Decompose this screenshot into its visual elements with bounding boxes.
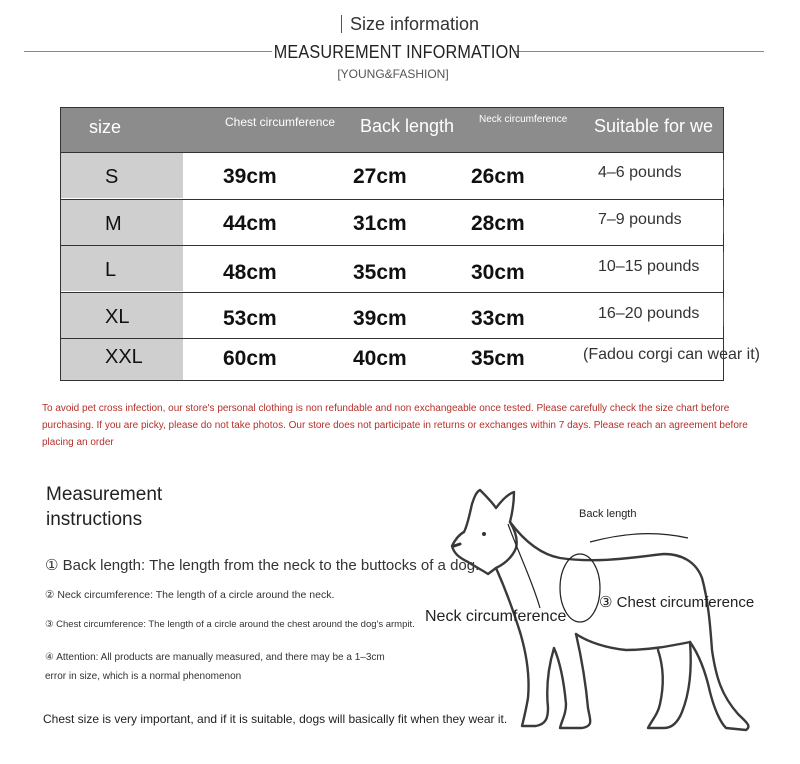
back-value: 35cm	[353, 261, 407, 284]
size-information-title	[0, 14, 800, 35]
chest-value: 53cm	[223, 307, 277, 330]
dog-nose	[454, 544, 460, 546]
size-label: S	[105, 166, 119, 188]
chest-value: 60cm	[223, 347, 277, 370]
size-cell	[61, 153, 183, 198]
header-size: size	[89, 117, 122, 137]
back-value: 40cm	[353, 347, 407, 370]
size-information-text: Size information	[349, 14, 480, 34]
neck-circumference-label: Neck circumference	[425, 608, 567, 625]
brand-subtitle: [YOUNG&FASHION]	[337, 67, 449, 81]
size-table	[60, 107, 760, 381]
table-edge-mark	[723, 252, 724, 280]
size-label: L	[105, 259, 117, 281]
dog-body-outline	[510, 522, 748, 730]
neck-value: 30cm	[471, 261, 525, 284]
closing-note: Chest size is very important, and if it is suitable, dogs will basically fit when they wear it.	[43, 712, 508, 726]
table-row	[61, 152, 723, 198]
chest-value: 48cm	[223, 261, 277, 284]
weight-value: 16–20 pounds	[598, 305, 700, 322]
instruction-attention-cont: error in size, which is a normal phenomenon	[45, 671, 242, 682]
measurement-information-heading: MEASUREMENT INFORMATION	[273, 42, 521, 62]
table-row	[61, 199, 723, 245]
return-policy-notice: To avoid pet cross infection, our store's personal clothing is non refundable and non exchangeable once tested. Please carefully check the size chart before purchasing. If you are picky, please do not take photos. Our store does not participate in returns or exchanges within 7 days. Please reach an agreement before placing an order	[42, 403, 748, 448]
instruction-chest: ③ Chest circumference: The length of a circle around the chest around the dog's armpit.	[45, 619, 415, 630]
table-edge-mark	[723, 160, 724, 188]
neck-value: 35cm	[471, 347, 525, 370]
dog-front-leg-outline	[520, 632, 590, 728]
size-label: M	[105, 213, 122, 235]
weight-value: 4–6 pounds	[598, 164, 682, 181]
table-header-row	[61, 108, 723, 152]
chest-value: 44cm	[223, 212, 277, 235]
back-value: 27cm	[353, 165, 407, 188]
table-row	[61, 292, 723, 338]
header-suitable-weight: Suitable for we	[594, 116, 714, 136]
table-row	[61, 245, 723, 291]
header-back: Back length	[360, 116, 455, 136]
header-chest: Chest circumference	[225, 115, 336, 129]
table-row	[61, 338, 760, 380]
weight-value: (Fadou corgi can wear it)	[583, 346, 760, 363]
weight-value: 7–9 pounds	[598, 211, 682, 228]
size-label: XL	[105, 306, 130, 328]
table-edge-mark	[723, 298, 724, 326]
dog-head-outline	[452, 490, 517, 574]
instruction-back-length: ① Back length: The length from the neck to the buttocks of a dog.	[45, 557, 480, 574]
size-cell	[61, 200, 183, 245]
back-value: 39cm	[353, 307, 407, 330]
back-length-label: Back length	[579, 508, 637, 520]
neck-value: 33cm	[471, 307, 525, 330]
dog-eye	[482, 532, 486, 536]
size-cell	[61, 293, 183, 338]
table-edge-mark	[723, 206, 724, 234]
back-length-line	[590, 534, 688, 542]
size-cell	[61, 339, 183, 380]
title-divider	[341, 15, 342, 33]
instructions-title: Measurement instructions	[46, 484, 163, 530]
size-cell	[61, 246, 183, 291]
chest-circumference-label: ③ Chest circumference	[599, 594, 755, 611]
neck-value: 28cm	[471, 212, 525, 235]
size-label: XXL	[105, 346, 143, 368]
instruction-neck: ② Neck circumference: The length of a circle around the neck.	[45, 589, 335, 601]
back-value: 31cm	[353, 212, 407, 235]
dog-belly-outline	[576, 634, 690, 650]
instruction-attention: ④ Attention: All products are manually measured, and there may be a 1–3cm	[45, 652, 385, 663]
dog-rear-leg-outline	[648, 642, 691, 728]
weight-value: 10–15 pounds	[598, 258, 700, 275]
chest-value: 39cm	[223, 165, 277, 188]
header-neck: Neck circumference	[479, 114, 568, 125]
neck-value: 26cm	[471, 165, 525, 188]
